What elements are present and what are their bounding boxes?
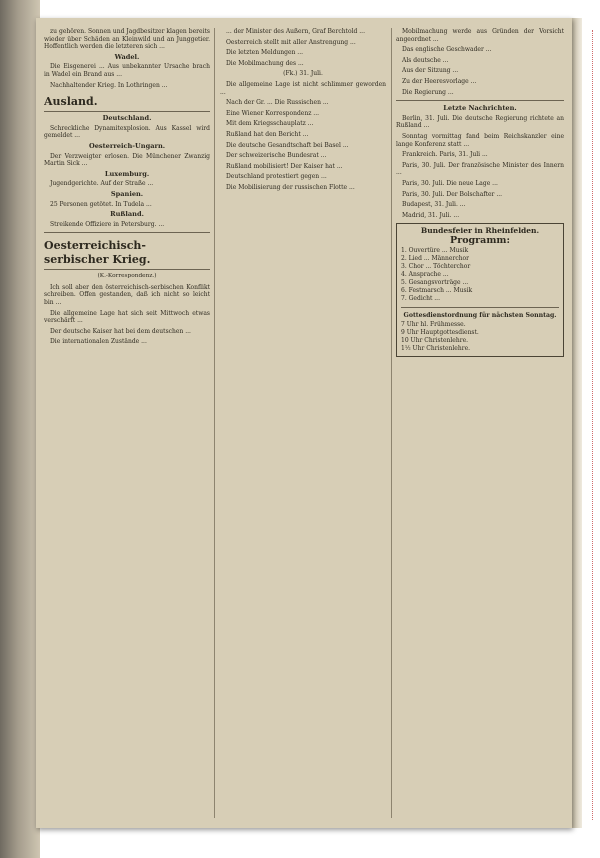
paragraph: Rußland hat den Bericht ...	[226, 130, 309, 138]
program-item: 7. Gedicht ...	[401, 295, 440, 303]
paragraph: Das englische Geschwader ...	[402, 46, 492, 54]
latest-news-heading: Letzte Nachrichten.	[443, 104, 517, 113]
paragraph: Die internationalen Zustände ...	[50, 338, 147, 346]
program-item: 6. Festmarsch ... Musik	[401, 287, 473, 295]
newspaper-page	[36, 18, 572, 828]
paragraph: Paris, 30. Juli. Die neue Lage ...	[402, 179, 498, 187]
paragraph: zu gehören. Sonnen und Jagdbesitzer klagen bereits wieder über Schäden an Kleinwild und an Junggetier. Hoffentlich werden die letzteren sich ...	[44, 28, 210, 51]
service-line: 10 Uhr Christenlehre.	[401, 337, 469, 345]
program-item: 2. Lied ... Männerchor	[401, 255, 470, 263]
paragraph: Nach der Gr. ... Die Russischen ...	[226, 99, 329, 107]
paragraph: Der schweizerische Bundesrat ...	[226, 152, 327, 160]
paragraph: Die Mobilisierung der russischen Flotte ...	[226, 183, 355, 191]
paragraph: Sonntag vormittag fand beim Reichskanzler eine lange Konferenz statt ...	[396, 132, 564, 148]
service-line: 1½ Uhr Christenlehre.	[401, 345, 471, 353]
program-item: 1. Ouvertüre ... Musik	[401, 247, 469, 255]
paragraph: Die allgemeine Lage hat sich seit Mittwoch etwas verschärft ...	[44, 309, 210, 325]
paragraph: Zu der Heeresvorlage ...	[402, 77, 477, 85]
paragraph: Budapest, 31. Juli. ...	[402, 201, 466, 209]
paragraph: Die Regierung ...	[402, 88, 454, 96]
column-1	[44, 28, 210, 820]
paragraph: Der Verzweigter erlosen. Die Münchener Zwanzig Martin Sick ...	[44, 152, 210, 168]
paragraph: Deutschland protestiert gegen ...	[226, 173, 327, 181]
paragraph: Madrid, 31. Juli. ...	[402, 211, 460, 219]
paragraph: Eine Wiener Korrespondenz ...	[226, 109, 320, 117]
paragraph: Aus der Sitzung ...	[402, 67, 459, 75]
program-item: 4. Ansprache ...	[401, 271, 449, 279]
service-line: 7 Uhr hl. Frühmesse.	[401, 321, 466, 329]
paragraph: Berlin, 31. Juli. Die deutsche Regierung richtete an Rußland ...	[396, 114, 564, 130]
paragraph: Schreckliche Dynamitexplosion. Aus Kassel wird gemeldet ...	[44, 124, 210, 140]
ad-title: Bundesfeier in Rheinfelden.	[420, 226, 540, 236]
service-heading: Gottesdienstordnung für nächsten Sonntag.	[403, 312, 557, 320]
column-rule	[391, 28, 392, 818]
service-line: 9 Uhr Hauptgottesdienst.	[401, 329, 479, 337]
paragraph: Frankreich. Paris, 31. Juli ...	[402, 151, 488, 159]
paragraph: Jugendgerichte. Auf der Straße ...	[50, 180, 154, 188]
paragraph: Als deutsche ...	[402, 56, 449, 64]
paragraph: Die Eisgenerei ... Aus unbekannter Ursache brach in Wadel ein Brand aus ...	[44, 63, 210, 78]
paragraph: Nachhaltender Krieg. In Lothringen ...	[50, 81, 168, 89]
paragraph: Oesterreich stellt mit aller Anstrengung ...	[226, 38, 356, 46]
paragraph: Streikende Offiziere in Petersburg. ...	[50, 220, 165, 228]
paragraph: Mobilmachung werde aus Gründen der Vorsicht angeordnet ...	[396, 28, 564, 43]
column-3	[396, 28, 564, 820]
paragraph: Paris, 30. Juli. Der Bolschafter ...	[402, 190, 503, 198]
country-heading: Oesterreich-Ungarn.	[88, 141, 166, 150]
margin-guide	[592, 30, 593, 820]
place-heading: Wadel.	[114, 52, 140, 61]
war-heading: Oesterreichisch-serbischer Krieg.	[44, 239, 210, 270]
paragraph: Rußland mobilisiert! Der Kaiser hat ...	[226, 162, 343, 170]
separator	[396, 100, 564, 101]
advertisement-box	[396, 223, 564, 357]
paragraph: 25 Personen getötet. In Tudela ...	[50, 200, 152, 208]
correspondent-note: (K.-Korrespondenz.)	[97, 273, 157, 280]
paragraph: Die deutsche Gesandtschaft bei Basel ...	[226, 141, 349, 149]
paragraph: Ich soll aber den österreichisch-serbischen Konflikt schreiben. Offen gestanden, daß ich nicht so leicht bin ...	[44, 283, 210, 307]
paragraph: Die letzten Meldungen ...	[226, 49, 304, 57]
country-heading: Deutschland.	[102, 114, 152, 123]
paragraph: Die allgemeine Lage ist nicht schlimmer geworden ...	[220, 80, 386, 96]
country-heading: Luxemburg.	[104, 169, 150, 178]
paragraph: Paris, 30. Juli. Der französische Minister des Innern ...	[396, 161, 564, 177]
program-item: 3. Chor ... Töchterchor	[401, 263, 471, 271]
column-rule	[214, 28, 215, 818]
country-heading: Rußland.	[110, 210, 144, 219]
dateline: (Fk.) 31. Juli.	[283, 70, 323, 78]
column-2	[220, 28, 386, 820]
program-heading: Programm:	[450, 235, 510, 247]
paragraph: ... der Minister des Außern, Graf Berchtold ...	[226, 28, 365, 35]
separator	[401, 307, 559, 308]
country-heading: Spanien.	[110, 189, 144, 198]
book-spine	[0, 0, 40, 858]
program-item: 5. Gesangsvorträge ...	[401, 279, 469, 287]
paragraph: Der deutsche Kaiser hat bei dem deutschen ...	[50, 327, 191, 335]
paragraph: Mit dem Kriegsschauplatz ...	[226, 120, 314, 128]
page-edge	[572, 18, 582, 828]
section-heading-ausland: Ausland.	[44, 95, 210, 112]
paragraph: Die Mobilmachung des ...	[226, 59, 304, 67]
separator	[44, 232, 210, 233]
